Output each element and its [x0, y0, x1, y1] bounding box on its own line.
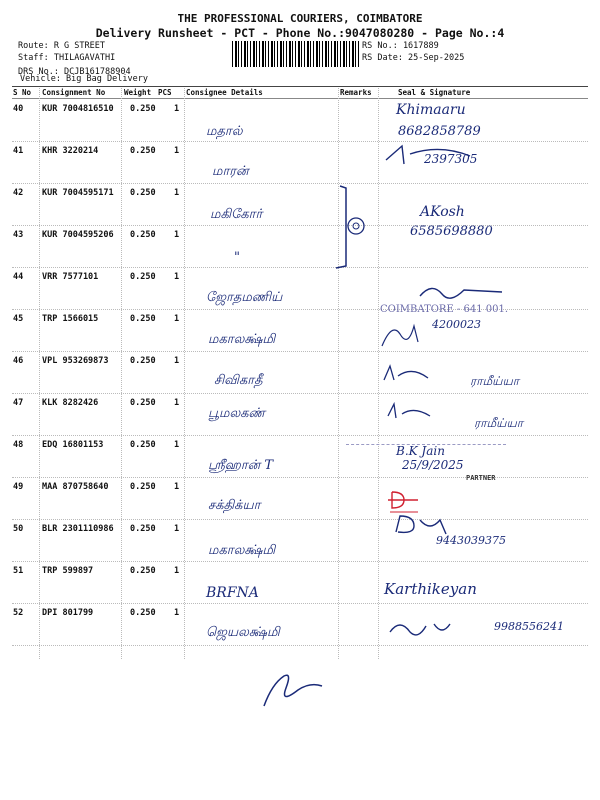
table-row — [12, 100, 588, 142]
consignee-handwriting: மகிகோர் — [210, 207, 263, 222]
vehicle-label: Vehicle: Big Bag Delivery — [20, 74, 148, 84]
meta-right — [362, 40, 464, 64]
consignment-cell: KUR 7004816510 — [42, 104, 114, 114]
row-divider — [12, 645, 588, 646]
signature: Karthikeyan — [384, 580, 477, 598]
weight-cell: 0.250 — [130, 314, 156, 324]
signature: Khimaaru — [396, 102, 466, 118]
weight-cell: 0.250 — [130, 104, 156, 114]
barcode — [232, 41, 360, 67]
sno-cell: 45 — [13, 314, 24, 324]
drs-label: DRS No.: DCJB161788904 — [18, 67, 131, 77]
sno-cell: 49 — [13, 482, 24, 492]
footer-signature — [258, 664, 338, 714]
signature: 4200023 — [432, 318, 481, 331]
consignee-handwriting: மதால் — [206, 124, 243, 139]
signature-phone: 8682858789 — [398, 124, 481, 139]
consignee-handwriting: சக்திக்யா — [208, 498, 261, 513]
pcs-cell: 1 — [174, 398, 180, 408]
signature-phone: 6585698880 — [410, 224, 493, 239]
sno-cell: 48 — [13, 440, 24, 450]
signature-phone: 9443039375 — [436, 534, 506, 547]
col-remarks: Remarks — [340, 88, 372, 97]
column-divider — [12, 98, 588, 99]
weight-cell: 0.250 — [130, 482, 156, 492]
table-row — [12, 184, 588, 226]
col-sno: S No — [13, 88, 32, 97]
pcs-cell: 1 — [174, 272, 180, 282]
consignment-cell: EDQ 16801153 — [42, 440, 104, 450]
signature-scribble — [378, 360, 478, 390]
sno-cell: 51 — [13, 566, 24, 576]
signature: B.K Jain — [396, 444, 445, 458]
signature-phone: 9988556241 — [494, 620, 564, 633]
col-consignee: Consignee Details — [186, 88, 263, 97]
col-seal: Seal & Signature — [398, 88, 471, 97]
rs-no-label: RS No.: 1617889 — [362, 41, 439, 51]
weight-cell: 0.250 — [130, 272, 156, 282]
weight-cell: 0.250 — [130, 146, 156, 156]
signature-date: 25/9/2025 — [402, 458, 464, 472]
consignment-cell: KUR 7004595206 — [42, 230, 114, 240]
sno-cell: 41 — [13, 146, 24, 156]
consignee-handwriting: " — [234, 250, 240, 265]
sno-cell: 50 — [13, 524, 24, 534]
header-divider — [12, 86, 588, 87]
consignee-handwriting: ஸ்ரீஹான் T — [208, 458, 274, 473]
consignment-cell: VRR 7577101 — [42, 272, 99, 282]
pcs-cell: 1 — [174, 146, 180, 156]
pcs-cell: 1 — [174, 608, 180, 618]
consignment-cell: KLK 8282426 — [42, 398, 99, 408]
sno-cell: 44 — [13, 272, 24, 282]
consignee-handwriting: சிவிகாதீ — [214, 373, 263, 388]
consignee-handwriting: ஜெயலக்ஷ்மி — [206, 625, 280, 640]
weight-cell: 0.250 — [130, 188, 156, 198]
consignment-cell: DPI 801799 — [42, 608, 94, 618]
sno-cell: 43 — [13, 230, 24, 240]
signature-phone: 2397305 — [424, 152, 478, 166]
consignee-handwriting: மாரன் — [212, 164, 249, 179]
sno-cell: 52 — [13, 608, 24, 618]
col-weight: Weight — [124, 88, 152, 97]
consignee-handwriting: மகாலக்ஷ்மி — [208, 332, 276, 347]
seal-stamp: PARTNER — [466, 474, 496, 482]
consignment-cell: MAA 870758640 — [42, 482, 109, 492]
signature: ராமீய்யா — [470, 374, 520, 388]
runsheet-subtitle: Delivery Runsheet - PCT - Phone No.:9047080280 - Page No.:4 — [95, 26, 505, 40]
sno-cell: 47 — [13, 398, 24, 408]
pcs-cell: 1 — [174, 482, 180, 492]
consignment-cell: VPL 953269873 — [42, 356, 109, 366]
pcs-cell: 1 — [174, 440, 180, 450]
signature-scribble — [370, 282, 550, 352]
signature-scribble — [384, 614, 494, 644]
meta-left — [18, 40, 131, 78]
consignee-handwriting: ஜோதமணிய் — [206, 290, 283, 305]
pcs-cell: 1 — [174, 230, 180, 240]
signature: AKosh — [420, 204, 465, 220]
col-consignment: Consignment No — [42, 88, 106, 97]
rs-date-label: RS Date: 25-Sep-2025 — [362, 53, 465, 63]
route-label: Route: R G STREET — [18, 41, 105, 51]
weight-cell: 0.250 — [130, 566, 156, 576]
sno-cell: 42 — [13, 188, 24, 198]
consignee-handwriting: பூமலகண் — [208, 406, 266, 421]
consignment-cell: KUR 7004595171 — [42, 188, 114, 198]
consignment-cell: KHR 3220214 — [42, 146, 99, 156]
consignee-handwriting: மகாலக்ஷ்மி — [208, 543, 276, 558]
consignment-cell: TRP 1566015 — [42, 314, 99, 324]
weight-cell: 0.250 — [130, 524, 156, 534]
weight-cell: 0.250 — [130, 398, 156, 408]
sno-cell: 46 — [13, 356, 24, 366]
signature: ராமீய்யா — [474, 416, 524, 430]
weight-cell: 0.250 — [130, 440, 156, 450]
consignment-cell: BLR 2301110986 — [42, 524, 114, 534]
table-row — [12, 478, 588, 520]
col-pcs: PCS — [158, 88, 172, 97]
weight-cell: 0.250 — [130, 608, 156, 618]
staff-label: Staff: THILAGAVATHI — [18, 53, 116, 63]
weight-cell: 0.250 — [130, 356, 156, 366]
company-title: THE PROFESSIONAL COURIERS, COIMBATORE — [177, 12, 423, 25]
pcs-cell: 1 — [174, 524, 180, 534]
weight-cell: 0.250 — [130, 230, 156, 240]
table-row — [12, 226, 588, 268]
seal-stamp: COIMBATORE - 641 001. — [380, 304, 509, 315]
sno-cell: 40 — [13, 104, 24, 114]
bracket-remark-mark — [320, 182, 380, 272]
pcs-cell: 1 — [174, 566, 180, 576]
pcs-cell: 1 — [174, 188, 180, 198]
table-row — [12, 562, 588, 604]
pcs-cell: 1 — [174, 356, 180, 366]
pcs-cell: 1 — [174, 314, 180, 324]
pcs-cell: 1 — [174, 104, 180, 114]
signature-scribble — [384, 400, 464, 424]
consignee-handwriting: BRFNA — [206, 585, 259, 601]
consignment-cell: TRP 599897 — [42, 566, 94, 576]
